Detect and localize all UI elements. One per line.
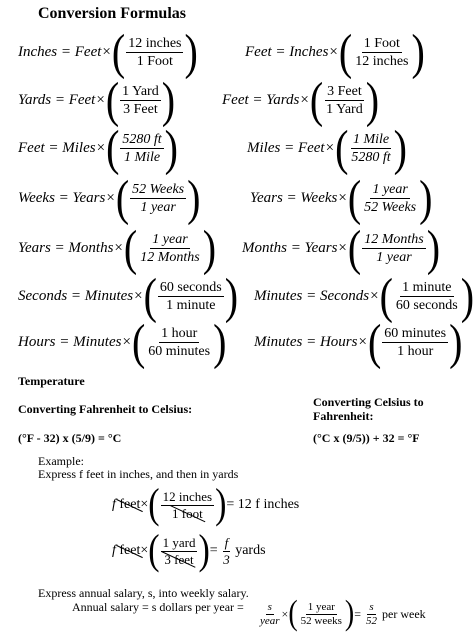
formula-lhs: Feet = Inches (245, 43, 329, 60)
example-prompt-1: Express f feet in inches, and then in yards (38, 467, 239, 481)
frac-num: 1 year (372, 181, 408, 197)
frac-den: 60 minutes (148, 343, 211, 359)
c-to-f-formula: (°C x (9/5)) + 32 = °F (313, 431, 420, 445)
result-inches: = 12 f inches (226, 497, 300, 512)
formula-years-from-weeks: Years = Weeks × ( $\frac{\text{1 year}}{\text{52 Weeks}}$ ) (250, 169, 433, 226)
equals-sign: = (354, 606, 362, 621)
formula-months-from-years: Months = Years × ( $\frac{\text{12 Months}}{\text{1 year}}$ ) (242, 219, 441, 276)
page-title: Conversion Formulas (38, 5, 186, 22)
formula-weeks-from-years: Weeks = Years × ( $\frac{\text{52 Weeks}}{\text{1 year}}$ ) (18, 169, 201, 226)
cancelled-foot: 1 foot (171, 505, 203, 521)
formula-lhs: Feet = Yards (222, 91, 300, 108)
formula-lhs: Hours = Minutes (18, 333, 122, 350)
result-unit: per week (382, 606, 426, 621)
formula-minutes-from-hours: Minutes = Hours × ( $\frac{\text{60 minutes}}{\text{1 hour}}$ ) (254, 313, 463, 370)
var-f: f (112, 543, 116, 558)
cancelled-feet: feet (119, 543, 141, 558)
result-den: 3 (223, 551, 230, 567)
formula-miles-from-feet: Miles = Feet × ( $\frac{\text{1 Mile}}{5280 ft}$ ) (247, 119, 407, 176)
formula-inches-from-feet: Inches = Feet × ( $\frac{\text{12 inches}}{\text{1 Foot}}$ ) (18, 23, 198, 80)
frac-den: 52 weeks (300, 614, 342, 627)
salary-s: s (267, 600, 272, 613)
frac-num: 1 Mile (352, 131, 390, 147)
equals-sign: = (209, 543, 218, 558)
formula-feet-from-yards: Feet = Yards × ( $\frac{\text{3 Feet}}{\text{1 Yard}}$ ) (222, 71, 380, 128)
frac-num: 12 Months (364, 231, 424, 247)
example-line-yards: f feet × ( $\frac{\text{1 yard}}{\text{3 feet}}$ ) = $\frac{f}{3}$ yards (112, 527, 266, 574)
formula-lhs: Seconds = Minutes (18, 287, 134, 304)
frac-den: 60 seconds (395, 297, 458, 313)
formula-seconds-from-minutes: Seconds = Minutes × ( $\frac{\text{60 seconds}}{\text{1 minute}}$ ) (18, 267, 239, 324)
formula-feet-from-miles: Feet = Miles × ( $\frac{5280 ft}{\text{1 Mile}}$ ) (18, 119, 178, 176)
frac-den: 52 Weeks (364, 199, 417, 215)
frac-num: 1 year (152, 231, 188, 247)
result-num: f (224, 534, 229, 550)
frac-den: 1 year (376, 249, 412, 265)
formula-lhs: Minutes = Seconds (254, 287, 370, 304)
frac-den: 3 Feet (123, 101, 158, 117)
f-to-c-formula: (°F - 32) x (5/9) = °C (18, 431, 122, 445)
c-to-f-heading: Converting Celsius to Fahrenheit: (313, 395, 424, 423)
result-unit: yards (235, 543, 266, 558)
frac-den: 12 inches (355, 53, 409, 69)
example-prompt-2: Express annual salary, s, into weekly salary. (38, 586, 249, 600)
frac-num: 1 yard (162, 534, 196, 550)
cancelled-feet-den: 3 feet (164, 551, 194, 567)
formula-lhs: Yards = Feet (18, 91, 96, 108)
frac-num: 52 Weeks (132, 181, 185, 197)
frac-num: 12 inches (162, 488, 213, 504)
temperature-heading: Temperature (18, 374, 85, 388)
result-num: s (369, 600, 374, 613)
formula-hours-from-minutes: Hours = Minutes × ( $\frac{\text{1 hour}}{\text{60 minutes}}$ ) (18, 313, 227, 370)
frac-den: 1 Yard (326, 101, 363, 117)
frac-den: 1 Foot (136, 53, 173, 69)
formula-lhs: Weeks = Years (18, 189, 106, 206)
salary-equation: $\frac{s}{\text{year}}$ × ( $\frac{\text{1 year}}{\text{52 weeks}}$ ) = $\frac{s}{52}$ per week (260, 594, 426, 633)
frac-den: 1 hour (397, 343, 434, 359)
formula-lhs: Minutes = Hours (254, 333, 358, 350)
result-den: 52 (366, 614, 378, 627)
formula-feet-from-inches: Feet = Inches × ( $\frac{\text{1 Foot}}{\text{12 inches}}$ ) (245, 23, 425, 80)
var-f: f (112, 497, 116, 512)
formula-lhs: Inches = Feet (18, 43, 102, 60)
salary-text: Annual salary = s dollars per year = (72, 600, 244, 614)
formula-minutes-from-seconds: Minutes = Seconds × ( $\frac{\text{1 minute}}{\text{60 seconds}}$ ) (254, 267, 474, 324)
frac-den: 1 Mile (123, 149, 161, 165)
formula-lhs: Years = Months (18, 239, 114, 256)
cancelled-feet: feet (119, 497, 141, 512)
formula-years-from-months: Years = Months × ( $\frac{\text{1 year}}{\text{12 Months}}$ ) (18, 219, 217, 276)
salary-year: year (260, 614, 280, 627)
formula-lhs: Feet = Miles (18, 139, 96, 156)
frac-num: 1 hour (161, 325, 198, 341)
formula-lhs: Months = Years (242, 239, 338, 256)
formula-yards-from-feet: Yards = Feet × ( $\frac{\text{1 Yard}}{\text{3 Feet}}$ ) (18, 71, 176, 128)
frac-num: 5280 ft (122, 131, 162, 147)
frac-num: 60 seconds (159, 279, 222, 295)
frac-num: 1 minute (402, 279, 452, 295)
frac-den: 5280 ft (351, 149, 391, 165)
frac-num: 3 Feet (327, 83, 362, 99)
frac-den: 12 Months (140, 249, 200, 265)
frac-num: 60 minutes (384, 325, 447, 341)
frac-den: 1 year (140, 199, 176, 215)
frac-num: 1 Foot (363, 35, 400, 51)
example-label: Example: (38, 454, 84, 468)
formula-lhs: Miles = Feet (247, 139, 325, 156)
frac-num: 1 year (307, 600, 335, 613)
frac-den: 1 minute (166, 297, 216, 313)
f-to-c-heading: Converting Fahrenheit to Celsius: (18, 402, 193, 416)
frac-num: 12 inches (128, 35, 182, 51)
example-line-inches: f feet × ( $\frac{\text{12 inches}}{\text{1 foot}}$ ) = 12 f inches (112, 481, 300, 528)
formula-lhs: Years = Weeks (250, 189, 338, 206)
frac-num: 1 Yard (122, 83, 159, 99)
